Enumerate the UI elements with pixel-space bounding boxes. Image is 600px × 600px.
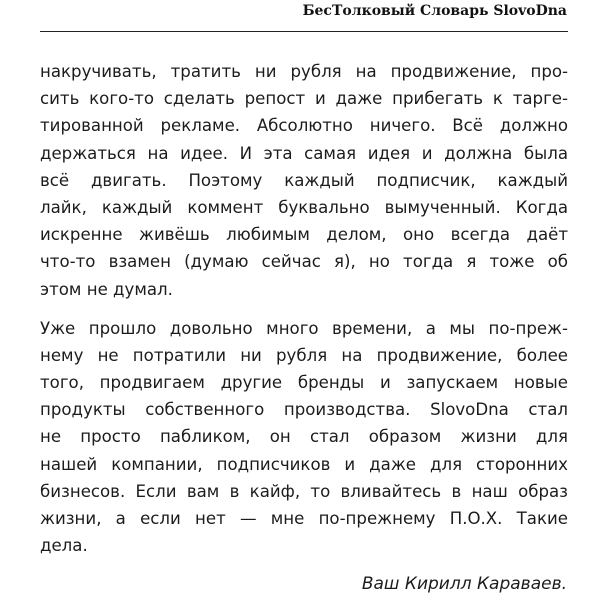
author-signature: Ваш Кирилл Караваев. (361, 574, 567, 594)
paragraph-2 (40, 315, 568, 560)
text-line: тированной рекламе. Абсолютно ничего. Всё должно (40, 116, 568, 136)
text-line: всё двигать. Поэтому каждый подписчик, каждый (40, 170, 568, 190)
text-line: не просто пабликом, он стал образом жизни для (40, 427, 568, 447)
text-line: того, продвигаем другие бренды и запускаем новые (40, 373, 568, 393)
text-line: Уже прошло довольно много времени, а мы по-преж- (40, 318, 568, 338)
text-line: держаться на идее. И эта самая идея и должна была (40, 143, 568, 163)
text-line: искренне живёшь любимым делом, оно всегда даёт (40, 225, 568, 245)
text-line: лайк, каждый коммент буквально вымученный. Когда (40, 197, 568, 217)
text-line: что-то взамен (думаю сейчас я), но тогда я тоже об (40, 252, 568, 272)
text-line: продукты собственного производства. SlovoDna стал (40, 400, 568, 420)
text-line: сить кого-то сделать репост и даже прибегать к тарге- (40, 89, 568, 109)
text-line: нему не потратили ни рубля на продвижение, более (40, 345, 568, 365)
text-line: бизнесов. Если вам в кайф, то вливайтесь в наш образ (40, 481, 568, 501)
text-line: нашей компании, подписчиков и даже для сторонних (40, 454, 568, 474)
header-divider (40, 31, 568, 32)
paragraph-1 (40, 58, 568, 303)
running-header: БесТолковый Словарь SlovoDna (302, 3, 567, 19)
body-text (40, 58, 568, 571)
text-line: этом не думал. (40, 279, 173, 299)
text-line: дела. (40, 536, 88, 556)
text-line: жизни, а если нет — мне по-прежнему П.О.Х. Такие (40, 509, 568, 528)
text-line: накручивать, тратить ни рубля на продвижение, про- (40, 62, 568, 81)
